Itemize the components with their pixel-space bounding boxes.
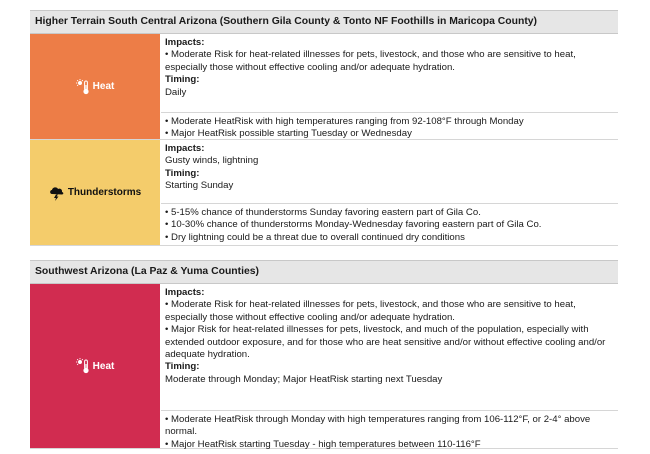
heat-impacts-block [161,34,618,112]
heat-impacts-block [161,284,618,410]
thunderstorms-details-block [161,203,618,247]
detail-item: • Major HeatRisk possible starting Tuesday or Wednesday [165,128,614,140]
detail-item: • 10-30% chance of thunderstorms Monday-Wednesday favoring eastern part of Gila Co. [165,219,614,231]
thermometer-sun-icon [76,79,90,95]
impacts-label: Impacts: [165,143,205,154]
detail-item: • Moderate HeatRisk with high temperatures ranging from 92-108°F through Monday [165,116,614,128]
impacts-label: Impacts: [165,287,205,298]
detail-item: • Dry lightning could be a threat due to overall continued dry conditions [165,232,614,244]
section-southwest-arizona [30,260,618,449]
impacts-text: Gusty winds, lightning [165,155,259,167]
detail-item: • Moderate HeatRisk through Monday with high temperatures ranging from 106-112°F, or 2-4° above normal. [165,414,614,439]
section-title: Higher Terrain South Central Arizona (Southern Gila County & Tonto NF Foothills in Maricopa County) [30,10,618,34]
detail-item: • 5-15% chance of thunderstorms Sunday favoring eastern part of Gila Co. [165,207,614,219]
impacts-text: • Moderate Risk for heat-related illnesses for pets, livestock, and those who are sensitive to heat, especially those without effective cooling and/or adequate hydration. [165,299,614,324]
timing-label: Timing: [165,74,200,86]
heat-content [161,284,618,448]
thunderstorms-content [161,140,618,245]
heat-label: Heat [92,81,115,92]
impacts-text: • Major Risk for heat-related illnesses for pets, livestock, and much of the population, especially with extended outdoor exposure, and for those who are heat sensitive and/or without effective cooling and/or adequate hydration. [165,324,614,361]
thunderstorms-row [30,140,618,246]
thunderstorms-impacts-block [161,140,618,203]
thunderstorms-label-cell [30,140,161,245]
heat-details-block [161,410,618,454]
thunderstorms-label: Thunderstorms [67,187,142,198]
heat-row [30,284,618,449]
storm-cloud-icon [49,185,65,201]
timing-label: Timing: [165,361,200,373]
heat-content [161,34,618,139]
timing-text: Starting Sunday [165,180,234,192]
section-higher-terrain [30,10,618,246]
timing-label: Timing: [165,167,200,179]
timing-text: Daily [165,86,187,98]
heat-row [30,34,618,140]
timing-text: Moderate through Monday; Major HeatRisk starting next Tuesday [165,373,443,385]
heat-label-cell [30,34,161,139]
heat-label-cell [30,284,161,448]
heat-label: Heat [92,360,115,372]
section-title: Southwest Arizona (La Paz & Yuma Counties) [30,260,618,284]
detail-item: • Major HeatRisk starting Tuesday - high temperatures between 110-116°F [165,439,614,451]
thermometer-sun-icon [76,358,90,374]
impacts-text: • Moderate Risk for heat-related illnesses for pets, livestock, and those who are sensitive to heat, especially those without effective cooling and/or adequate hydration. [165,49,614,74]
impacts-label: Impacts: [165,37,205,48]
